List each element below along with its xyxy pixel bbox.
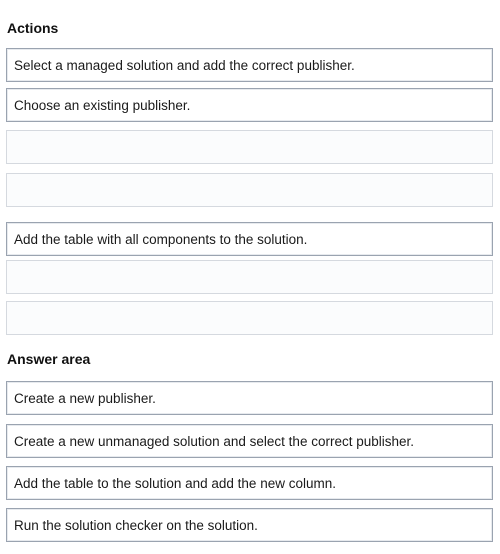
action-slot-empty[interactable] (6, 301, 493, 335)
action-item[interactable]: Add the table with all components to the solution. (6, 222, 493, 256)
answer-item[interactable]: Add the table to the solution and add the new column. (6, 466, 493, 500)
answer-item[interactable]: Run the solution checker on the solution. (6, 508, 493, 542)
answer-item[interactable]: Create a new publisher. (6, 381, 493, 415)
action-item[interactable]: Choose an existing publisher. (6, 88, 493, 122)
action-slot-empty[interactable] (6, 130, 493, 164)
action-item[interactable]: Select a managed solution and add the correct publisher. (6, 48, 493, 82)
answer-item[interactable]: Create a new unmanaged solution and select the correct publisher. (6, 424, 493, 458)
action-slot-empty[interactable] (6, 173, 493, 207)
action-slot-empty[interactable] (6, 260, 493, 294)
answer-area-title: Answer area (7, 351, 91, 367)
actions-title: Actions (7, 20, 59, 36)
